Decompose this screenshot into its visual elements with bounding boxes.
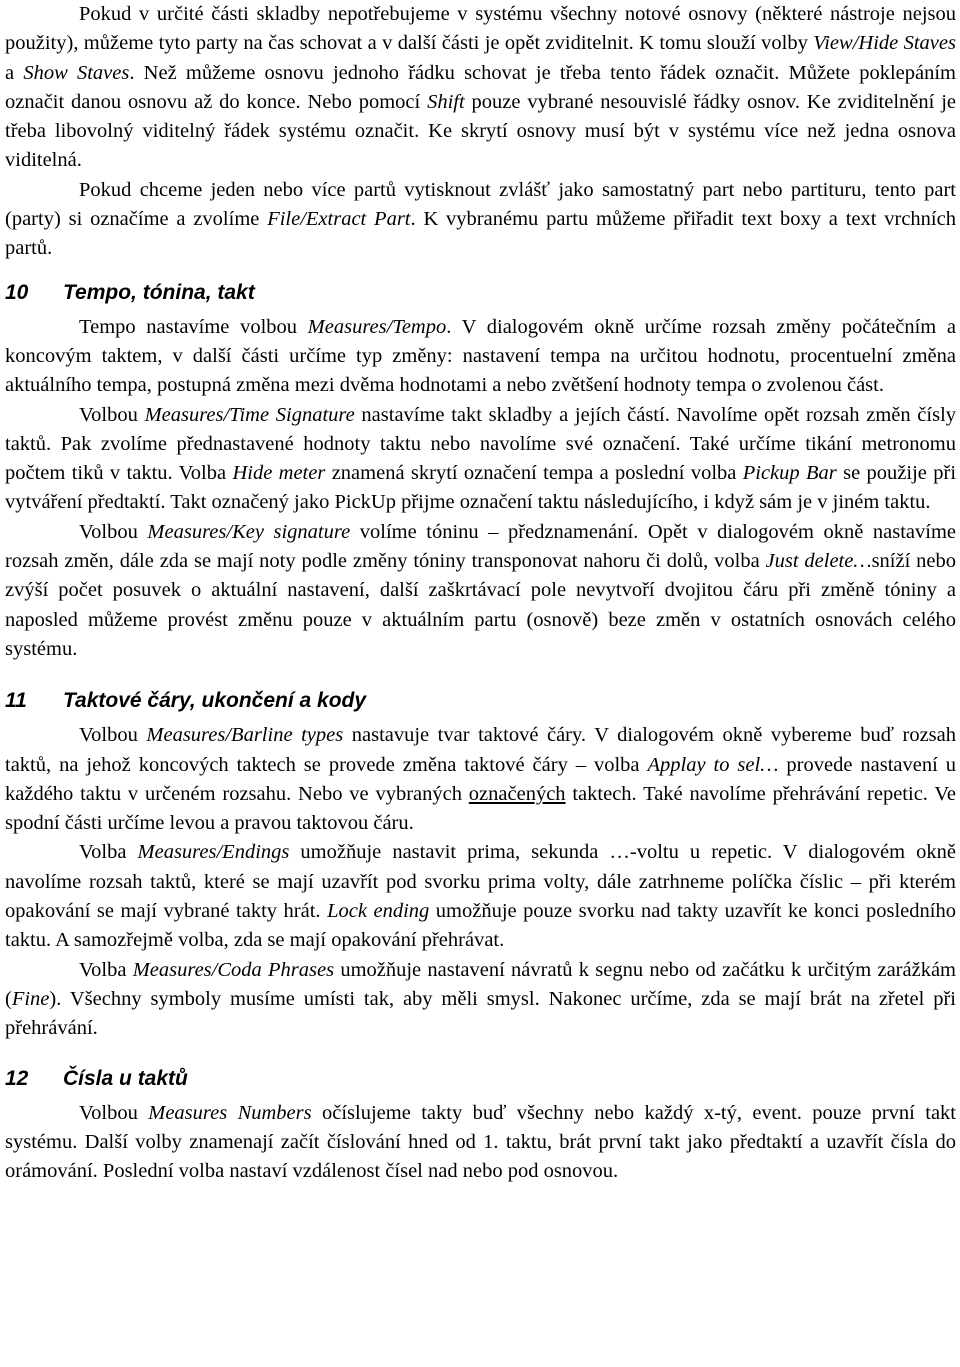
- section-title: Tempo, tónina, takt: [63, 280, 255, 304]
- paragraph-measure-numbers: [5, 1099, 956, 1187]
- section-title: Taktové čáry, ukončení a kody: [63, 689, 367, 713]
- menu-ref-measures-key-signature: Measures/Key signature: [147, 520, 351, 543]
- menu-ref-view-hide-staves: View/Hide Staves: [813, 32, 956, 55]
- text-run: . K vybranému partu můžeme přiřadit text boxy a text vrchních partů.: [5, 208, 956, 260]
- menu-ref-file-extract-part: File/Extract Part: [267, 208, 411, 231]
- paragraph-tempo: [5, 313, 956, 401]
- text-run: umožňuje pouze svorku nad takty uzavřít ke konci posledního taktu. A samozřejmě volba, zda se mají opakování přehrávat.: [5, 900, 956, 952]
- text-run: Volba: [79, 841, 138, 864]
- text-run: provede nastavení u každého taktu v určeném rozsahu. Nebo ve vybraných: [5, 753, 957, 805]
- text-run: nastavíme takt skladby a jejích částí. Navolíme opět rozsah změn čísly taktů. Pak zvolíme přednastavené hodnoty taktu nebo navolíme své označení. Také určíme tikání metronomu počtem tiků v taktu. Volba: [5, 403, 957, 485]
- paragraph-time-signature: [5, 401, 956, 518]
- option-ref-just-delete: Just delete…: [765, 550, 872, 573]
- paragraph-barline-types: [5, 721, 956, 838]
- text-run: Volbou: [79, 724, 147, 747]
- section-number: 10: [5, 280, 29, 304]
- text-run: umožňuje nastavení návratů k segnu nebo od začátku k určitým zarážkám (: [5, 958, 956, 1010]
- section-heading-11: [5, 686, 956, 716]
- key-ref-shift: Shift: [427, 90, 465, 113]
- text-run: sníží nebo zvýší počet posuvek o aktuální nastavení, další zaškrtávací pole nevytvoří dvojitou čáru při změně tóniny a naposled můžeme provést změnu pouze v aktuálním partu (osnově) beze změn v ostatních osnovách celého systému.: [5, 550, 956, 660]
- text-run: volíme tóninu – předznamenání. Opět v dialogovém okně nastavíme rozsah změn, dále zda se mají noty podle změny tóniny transponovat nahoru či dolů, volba: [5, 520, 956, 573]
- paragraph-coda-phrases: [5, 956, 956, 1044]
- text-run: Volbou: [79, 520, 148, 543]
- option-ref-applay-to-sel: Applay to sel…: [647, 753, 779, 776]
- option-ref-hide-meter: Hide meter: [232, 462, 326, 485]
- text-run: ). Všechny symboly musíme umísti tak, aby měli smysl. Nakonec určíme, zda se mají brát na zřetel při přehrávání.: [5, 987, 956, 1040]
- paragraph-hide-staves: [5, 0, 956, 176]
- section-heading-10: [5, 278, 956, 308]
- text-run: umožňuje nastavit prima, sekunda …-voltu u repetic. V dialogovém okně navolíme rozsah taktů, které se mají uzavřít pod svorku prima volty, dále zatrhneme políčka číslic – při kterém opakování se mají vybrané takty hrát.: [5, 841, 956, 923]
- term-ref-fine: Fine: [11, 987, 50, 1010]
- underlined-text: označených: [468, 782, 566, 805]
- text-run: nastavuje tvar taktové čáry. V dialogovém okně vybereme buď rozsah taktů, na jehož koncových taktech se provede změna taktové čáry – volba: [5, 724, 957, 776]
- menu-ref-measures-endings: Measures/Endings: [137, 841, 290, 864]
- text-run: a: [5, 61, 24, 84]
- section-title: Čísla u taktů: [63, 1066, 188, 1090]
- paragraph-key-signature: [5, 518, 956, 664]
- text-run: Volbou: [79, 1101, 149, 1124]
- text-run: Tempo nastavíme volbou: [79, 315, 308, 338]
- menu-ref-measures-coda-phrases: Measures/Coda Phrases: [132, 958, 335, 981]
- section-number: 11: [5, 689, 27, 713]
- section-heading-12: [5, 1064, 956, 1094]
- text-run: pouze vybrané nesouvislé řádky osnov. Ke zviditelnění je třeba libovolný viditelný řádek systému označit. Ke skrytí osnovy musí být v systému více než jedna osnova viditelná.: [5, 90, 956, 172]
- text-run: znamená skrytí označení tempa a poslední volba: [325, 462, 743, 485]
- menu-ref-measures-numbers: Measures Numbers: [148, 1101, 312, 1124]
- menu-ref-show-staves: Show Staves: [23, 61, 130, 84]
- paragraph-endings: [5, 838, 956, 955]
- text-run: taktech. Také navolíme přehrávání repetic. Ve spodní části určíme levou a pravou taktovou čáru.: [5, 782, 957, 835]
- text-run: Volba: [79, 958, 133, 981]
- option-ref-pickup-bar: Pickup Bar: [742, 462, 837, 485]
- text-run: očíslujeme takty buď všechny nebo každý x-tý, event. pouze první takt systému. Další volby znamenají začít číslování hned od 1. taktu, brát první takt jako předtaktí a uzavřít čísla do orámování. Poslední volba nastaví vzdálenost čísel nad nebo pod osnovou.: [5, 1101, 957, 1183]
- text-run: Pokud chceme jeden nebo více partů vytisknout zvlášť jako samostatný part nebo partituru, tento part (party) si označíme a zvolíme: [5, 178, 956, 231]
- text-run: . V dialogovém okně určíme rozsah změny počátečním a koncovým taktem, v další části určíme typ změny: nastavení tempa na určitou hodnotu, procentuelní změna aktuálního tempa, postupná změna mezi dvěma hodnotami a nebo zvětšení hodnoty tempa o zvolenou část.: [5, 315, 956, 397]
- menu-ref-measures-time-signature: Measures/Time Signature: [144, 403, 355, 426]
- menu-ref-measures-tempo: Measures/Tempo: [307, 315, 447, 338]
- section-number: 12: [5, 1066, 29, 1090]
- text-run: se použije při vytváření předtaktí. Takt označený jako PickUp přijme označení taktu následujícího, i když sám je v jiném taktu.: [5, 462, 957, 514]
- paragraph-extract-part: [5, 176, 956, 264]
- menu-ref-measures-barline-types: Measures/Barline types: [146, 724, 344, 747]
- text-run: Pokud v určité části skladby nepotřebujeme v systému všechny notové osnovy (některé nástroje nejsou použity), můžeme tyto party na čas schovat a v další části je opět zviditelnit. K tomu slouží volby: [5, 3, 956, 55]
- text-run: . Než můžeme osnovu jednoho řádku schovat je třeba tento řádek označit. Můžete poklepáním označit danou osnovu až do konce. Nebo pomocí: [5, 61, 957, 113]
- text-run: Volbou: [79, 403, 145, 426]
- option-ref-lock-ending: Lock ending: [327, 900, 430, 923]
